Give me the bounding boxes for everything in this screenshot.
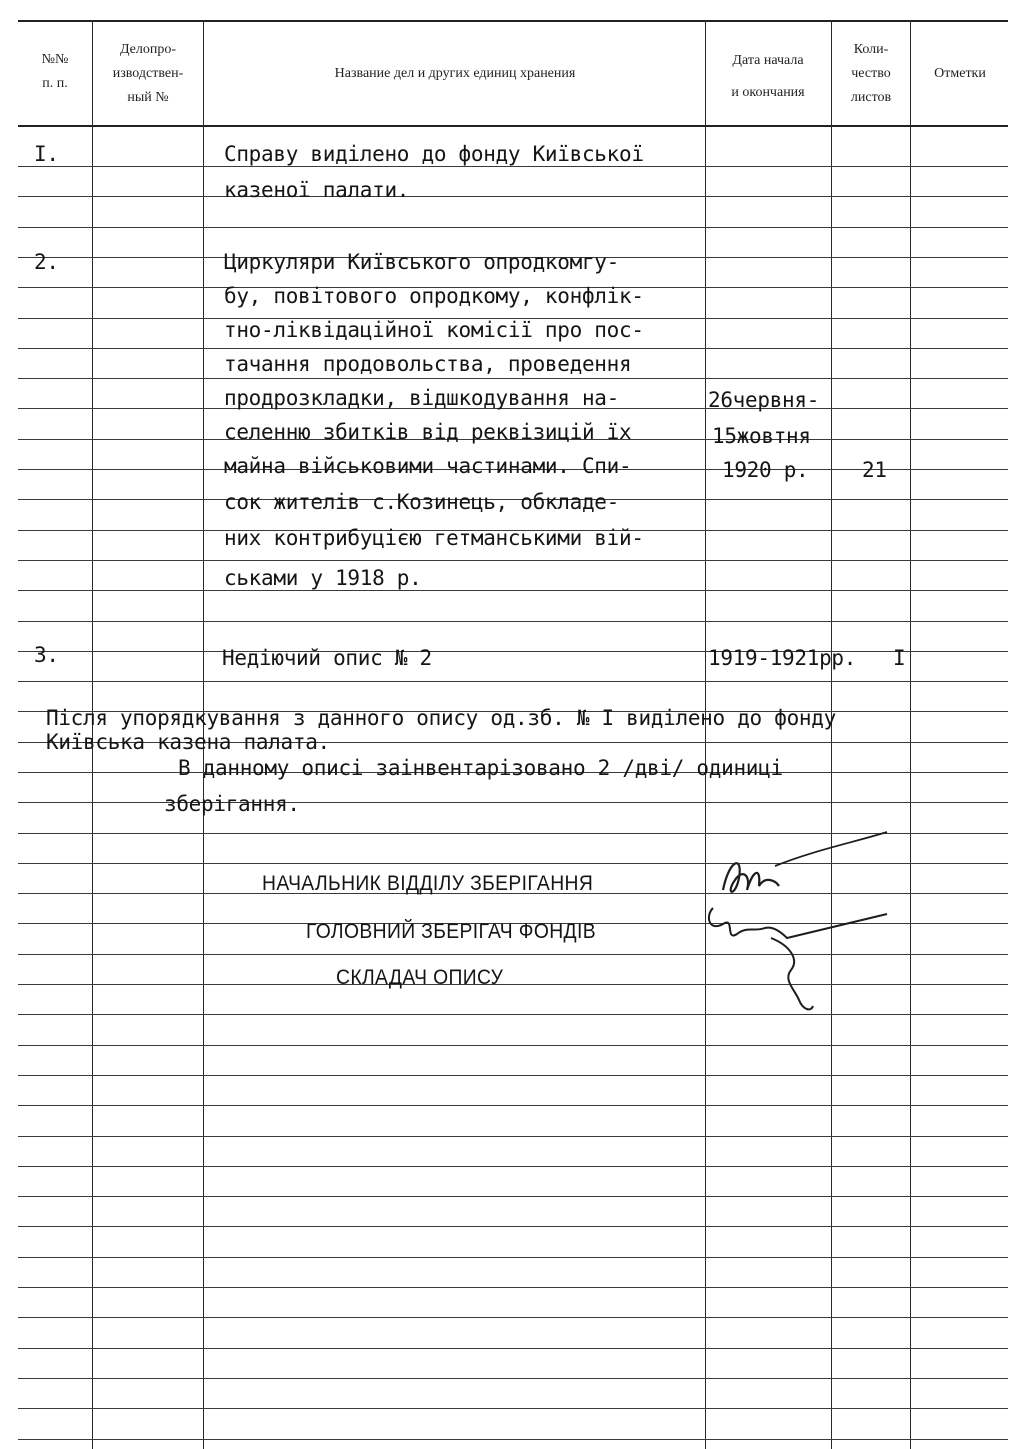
ruled-line (18, 1226, 1008, 1227)
entry-3-number: 3. (34, 643, 59, 667)
signature-head-tail (775, 832, 887, 866)
header-sheets-line3: листов (850, 90, 892, 105)
ruled-line (18, 348, 1008, 349)
ruled-line (18, 1408, 1008, 1409)
entry-2-date: 26червня- (708, 388, 820, 412)
entry-2-title-line: майна військовими частинами. Спи- (224, 454, 632, 478)
ruled-line (18, 1287, 1008, 1288)
ruled-line (18, 1257, 1008, 1258)
entry-1-title-line: Справу виділено до фонду Київської (224, 142, 644, 166)
entry-2-sheets: 21 (862, 458, 887, 482)
note-line-4: зберігання. (164, 792, 300, 816)
ruled-line (18, 1105, 1008, 1106)
header-number-line1: №№ (41, 52, 69, 67)
entry-1-number: I. (34, 142, 59, 166)
ruled-line (18, 196, 1008, 197)
ruled-line (18, 1317, 1008, 1318)
note-line-1: Після упорядкування з данного опису од.зб. № I виділено до фонду (46, 706, 836, 730)
header-office-line2: изводствен- (112, 66, 184, 81)
header-sheets-line2: чество (851, 66, 891, 81)
entry-2-title-line: сок жителів с.Козинець, обкладе- (224, 490, 619, 514)
entry-2-title-line: тачання продовольства, проведення (224, 352, 632, 376)
ruled-line (18, 1378, 1008, 1379)
col-rule-4 (831, 20, 832, 1449)
entry-2-date: 15жовтня (712, 424, 811, 448)
ruled-line (18, 590, 1008, 591)
entry-2-title-line: продрозкладки, відшкодування на- (224, 386, 619, 410)
ruled-line (18, 227, 1008, 228)
signature-compiler-label: СКЛАДАЧ ОПИСУ (336, 966, 504, 989)
col-rule-3 (705, 20, 706, 1449)
entry-2-title-line: них контрибуцією гетманськими вій- (224, 526, 644, 550)
header-dates (707, 45, 829, 109)
ruled-line (18, 1348, 1008, 1349)
entry-3-date: 1919-1921рр. (708, 646, 857, 670)
signature-keeper (709, 908, 887, 938)
entry-3-sheets: I (893, 646, 906, 670)
signature-keeper-label: ГОЛОВНИЙ ЗБЕРІГАЧ ФОНДІВ (306, 920, 597, 943)
signature-head (723, 863, 779, 892)
entry-2-title-line: Циркуляри Київського опродкомгу- (224, 250, 619, 274)
header-office-line1: Делопро- (119, 42, 177, 57)
note-line-3: В данному описі заінвентарізовано 2 /дві/ одиниці (178, 756, 783, 780)
header-notes: Отметки (934, 66, 986, 81)
entry-2-number: 2. (34, 250, 59, 274)
entry-2-title-line: бу, повітового опродкому, конфлік- (224, 284, 644, 308)
header-sheets-line1: Коли- (853, 42, 889, 57)
ruled-line (18, 1075, 1008, 1076)
ruled-line (18, 1439, 1008, 1440)
entry-2-date: 1920 р. (722, 458, 809, 482)
ruled-line (18, 1045, 1008, 1046)
header-title: Название дел и других единиц хранения (334, 66, 576, 81)
entry-1-title-line: казеної палати. (224, 178, 410, 202)
ruled-line (18, 651, 1008, 652)
ruled-line (18, 560, 1008, 561)
note-line-2: Київська казена палата. (46, 730, 330, 754)
handwritten-signatures (695, 820, 905, 1020)
entry-2-title-line: ськами у 1918 р. (224, 566, 422, 590)
header-office-number (94, 38, 202, 110)
ruled-line (18, 1196, 1008, 1197)
signature-head-label: НАЧАЛЬНИК ВІДДІЛУ ЗБЕРІГАННЯ (262, 872, 594, 895)
header-rule (18, 125, 1008, 127)
header-sheets (833, 38, 909, 110)
signature-compiler (771, 938, 813, 1009)
ruled-line (18, 166, 1008, 167)
entry-3-title-line: Недіючий опис № 2 (222, 646, 432, 670)
ruled-line (18, 1166, 1008, 1167)
header-office-line3: ный № (127, 90, 169, 105)
ruled-line (18, 378, 1008, 379)
entry-2-title-line: тно-ліквідаційної комісії про пос- (224, 318, 644, 342)
header-number (20, 48, 90, 96)
col-rule-5 (910, 20, 911, 1449)
top-rule (18, 20, 1008, 22)
ruled-line (18, 621, 1008, 622)
entry-2-title-line: селенню збитків від реквізицій їх (224, 420, 632, 444)
header-number-line2: п. п. (42, 76, 68, 91)
ruled-line (18, 1136, 1008, 1137)
header-dates-line2: и окончания (731, 85, 805, 100)
ruled-line (18, 681, 1008, 682)
header-dates-line1: Дата начала (732, 53, 804, 68)
